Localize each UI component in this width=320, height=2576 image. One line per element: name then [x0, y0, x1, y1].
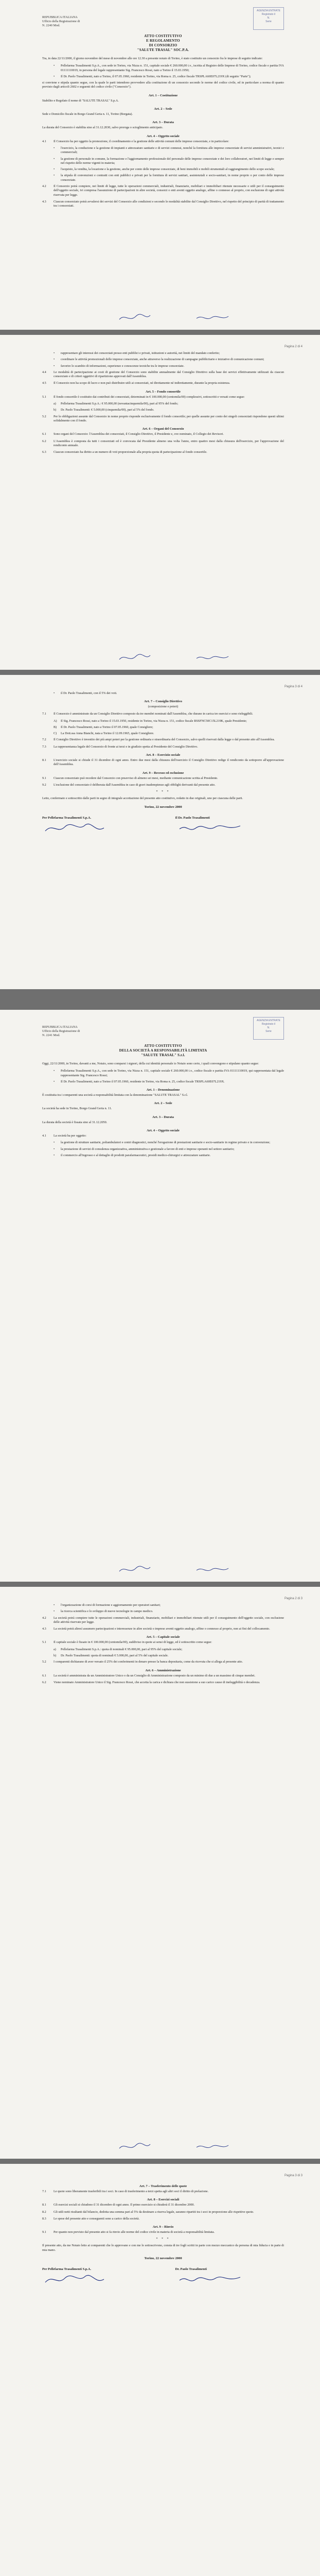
clause-text: Il capitale sociale è fissato in € 100.000,00 (centomila/00), suddiviso in quote ai sensi di legge, ed è sottoscritto come segue:	[54, 1640, 212, 1645]
stamp-line: Registrato il	[261, 13, 276, 16]
bullet-text: il Dr. Paolo Trasalimenti, con il 5% dei voti.	[61, 691, 117, 695]
bullet-text: Dr. Paolo Trasalimenti: quota di nominali € 5.000,00, pari al 5% del capitale sociale.	[61, 1654, 169, 1658]
clause	[42, 1134, 284, 1138]
place-date: Torino, 22 novembre 2000	[144, 2257, 182, 2261]
clause-number: 7.1	[42, 2190, 46, 2193]
intro-paragraph: Tra, in data 22/11/2000, il giorno novembre del mese di novembre alle ore 12.30 a presente notaio di Torino, è stato costituito un consorzio fra le imprese di seguito indicate:	[42, 57, 263, 60]
clause-number: 9.2	[42, 783, 46, 787]
party-item: • Il Dr. Paolo Trasalimenti, nato a Torino il 07.05.1960, residente in Torino, via Roma n. 25, codice fiscale TRSPLA60E07L219X.	[54, 1080, 284, 1084]
clause-bullet	[54, 719, 284, 723]
separator: * * *	[156, 2238, 170, 2241]
clause-text: Ciascun consorziato può recedere dal Consorzio con preavviso di almeno sei mesi, mediante comunicazione scritta al Presidente.	[54, 776, 218, 780]
clause-text: La società è amministrata da un Amministratore Unico o da un Consiglio di Amministrazione composto da un minimo di due a un massimo di cinque membri.	[54, 1673, 256, 1677]
doc1-page-1	[0, 0, 320, 330]
title-line: "SALUTE TRASAL" S.r.l.	[141, 1053, 185, 1057]
clause-text: I comparenti dichiarano di aver versato il 25% dei conferimenti in denaro presso la banca depositaria, come da ricevuta che si allega al presente atto.	[54, 1660, 243, 1664]
clause	[42, 140, 284, 144]
clause-number: 9.1	[42, 776, 46, 780]
title-line: ATTO COSTITUTIVO	[144, 34, 182, 38]
clause	[42, 432, 284, 436]
signature-left	[42, 2267, 151, 2287]
clause-number: 8.3	[42, 2216, 46, 2221]
clause-text: Le spese del presente atto e conseguenti sono a carico della società.	[54, 2216, 139, 2221]
bullet-mark: •	[54, 157, 55, 161]
signature-block	[42, 816, 284, 836]
clause-number: 5.2	[42, 1660, 46, 1664]
bullet-text: Il Sig. Francesco Rossi, nato a Torino il 15.03.1950, residente in Torino, via Nizza n. 151, codice fiscale RSSFNC50C15L219K, quale Presidente;	[61, 719, 247, 723]
clause-number: 5.2	[42, 414, 46, 418]
clause-text: Il Consorzio non ha scopo di lucro e non può distribuire utili ai consorziati, né direttamente né indirettamente, durante la propria esistenza.	[54, 381, 230, 385]
clause-bullet	[54, 1154, 284, 1158]
clause-text: Sono organi del Consorzio: l'Assemblea dei consorziati, il Consiglio Direttivo, il Presidente e, ove nominato, il Collegio dei Revisori.	[54, 432, 224, 436]
bullet-text: La Dott.ssa Anna Bianchi, nata a Torino il 12.09.1965, quale Consigliere.	[61, 732, 154, 736]
clause-text: Il Consiglio Direttivo è investito dei più ampi poteri per la gestione ordinaria e straordinaria del Consorzio, salvo quelli riservati dalla legge o dal presente atto all'Assemblea.	[54, 738, 275, 742]
bullet-mark: b)	[54, 408, 57, 412]
signature-label: Per Pellefarma Trasalimenti S.p.A.	[42, 816, 92, 820]
clause	[42, 395, 284, 399]
signature-label: Il Dr. Paolo Trasalimenti	[175, 816, 210, 820]
clause-text: La società potrà compiere tutte le operazioni commerciali, industriali, finanziarie, mobiliari e immobiliari ritenute utili per il conseguimento dell'oggetto sociale, con esclusione delle attività riservate per legge.	[54, 1616, 284, 1624]
party-item: • Pellefarma Trasalimenti S.p.A., con sede in Torino, via Nizza n. 151, capitale sociale € 260.000,00 i.v., iscritta al Registro delle Imprese di Torino, codice fiscale e partita IVA 01111110019, in persona del legale rappresentante Sig. Francesco Rossi, nato a Torino il 15.03.1950;	[54, 64, 284, 72]
clause-text: Il fondo consortile è costituito dai contributi dei consorziati, determinati in € 100.000,00 (centomila/00) complessivi, sottoscritti e versati come segue:	[54, 395, 245, 399]
article-title: Art. 1 – Costituzione	[148, 93, 178, 97]
stamp-line: Serie	[265, 20, 272, 23]
party-text: Pellefarma Trasalimenti S.p.A., con sede in Torino, via Nizza n. 151, capitale sociale € 260.000,00 i.v., codice fiscale e partita IVA 01111110019, qui rappresentata dal legale rappresentante Sig. Francesco Rossi;	[61, 1069, 284, 1077]
clause-text: Le quote sono liberamente trasferibili tra i soci. In caso di trasferimento a terzi spetta agli altri soci il diritto di prelazione.	[54, 2190, 209, 2193]
clause-number: 6.2	[42, 1680, 46, 1684]
clause-bullet	[54, 732, 284, 736]
clause	[42, 1660, 284, 1664]
bullet-text: la prestazione di servizi di consulenza organizzativa, amministrativa e gestionale a favore di enti e imprese operanti nel settore sanitario;	[61, 1147, 235, 1151]
signature-image	[42, 2273, 114, 2286]
clause	[42, 783, 284, 787]
page-number: Pagina 3 di 3	[284, 2174, 303, 2177]
clause-number: 6.3	[42, 450, 46, 454]
bullet-mark: •	[54, 146, 55, 150]
stamp-line: N.	[267, 16, 270, 20]
clause	[42, 758, 284, 767]
clause	[42, 2203, 284, 2207]
page-initials	[42, 312, 284, 324]
clause-text: L'esercizio sociale si chiude il 31 dicembre di ogni anno. Entro due mesi dalla chiusura dell'esercizio il Consiglio Direttivo redige il rendiconto da sottoporre all'approvazione dell'Assemblea.	[54, 758, 284, 767]
header-line: N. 2240 Mod.	[42, 24, 60, 27]
clause-bullet	[54, 1609, 284, 1614]
clause-text: Ciascun consorziato potrà avvalersi dei servizi del Consorzio alle condizioni e secondo le modalità stabilite dal Consiglio Direttivo, nel rispetto del principio di parità di trattamento tra i consorziati.	[54, 199, 284, 208]
clause	[42, 2230, 284, 2234]
doc2-page-3	[0, 2164, 320, 2576]
signature-image	[175, 2273, 247, 2286]
bullet-mark: •	[54, 174, 55, 178]
clause-number: 7.1	[42, 712, 46, 716]
clause-bullet	[54, 174, 284, 182]
article-title: Art. 9 – Recesso ed esclusione	[142, 771, 184, 775]
clause-number: 4.1	[42, 1134, 46, 1138]
article-text: Sede e Domicilio fiscale in Borgo Grand Geria n. 11, Torino (Borgata).	[42, 112, 133, 116]
clause-bullet	[54, 1654, 284, 1658]
stamp-line: AGENZIA ENTRATE	[256, 1019, 281, 1022]
signature-label: Per Pellefarma Trasalimenti S.p.A.	[42, 2267, 92, 2272]
bullet-mark: •	[54, 1609, 55, 1614]
title-line: ATTO COSTITUTIVO	[144, 1044, 182, 1048]
bullet-text: il commercio all'ingrosso e al dettaglio di prodotti parafarmaceutici, presidi medico-chirurgici e attrezzature sanitarie.	[61, 1153, 211, 1157]
clause-number: 4.4	[42, 370, 46, 374]
signature-label: Dr. Paolo Trasalimenti	[175, 2267, 207, 2272]
page-number: Pagina 2 di 3	[284, 1597, 303, 1600]
article-title: Art. 2 – Sede	[154, 107, 172, 111]
title-line: DI CONSORZIO	[149, 43, 177, 47]
clause-number: 6.2	[42, 439, 46, 443]
page-number: Pagina 3 di 4	[284, 685, 303, 688]
bullet-text: Il Dr. Paolo Trasalimenti, nato a Torino il 07.05.1960, quale Consigliere;	[61, 725, 153, 729]
article-title: Art. 8 – Esercizi sociali	[147, 2198, 180, 2202]
article-title: Art. 5 – Fondo consortile	[146, 389, 181, 394]
title-line: "SALUTE TRASAL" SOC.P.A.	[137, 48, 189, 52]
article-subtitle: (composizione e poteri)	[148, 705, 179, 709]
clause-bullet	[54, 1147, 284, 1151]
article-title: Art. 4 – Oggetto sociale	[147, 134, 180, 138]
bullet-mark: •	[54, 358, 55, 362]
clause-number: 4.2	[42, 184, 46, 189]
clause	[42, 184, 284, 197]
article-title: Art. 2 – Sede	[154, 1101, 172, 1106]
document-title	[42, 34, 284, 53]
clause-number: 4.3	[42, 1627, 46, 1631]
party-text: Il Dr. Paolo Trasalimenti, nato a Torino il 07.05.1960, residente in Torino, via Roma n. 25, codice fiscale TRSPLA60E07L219X.	[61, 1079, 225, 1083]
clause-number: 6.1	[42, 432, 46, 436]
stamp-line: N.	[267, 1026, 270, 1029]
doc2-page-2	[0, 1587, 320, 2159]
clause-number: 4.5	[42, 381, 46, 385]
clause-bullet	[54, 1603, 284, 1607]
bullet-mark: C)	[54, 732, 57, 736]
clause-number: 5.1	[42, 1640, 46, 1645]
page-number: Pagina 2 di 4	[284, 345, 303, 348]
clause-bullet	[54, 364, 284, 368]
bullet-mark: •	[54, 1153, 55, 1157]
header-line: REPUBBLICA ITALIANA	[42, 15, 78, 19]
clause	[42, 712, 284, 716]
clause	[42, 1681, 284, 1685]
bullet-text: la gestione di personale in comune, la formazione e l'aggiornamento professionale del personale delle imprese consorziate e dei loro collaboratori, nei limiti di legge e sempre nel rispetto delle norme vigenti in materia;	[61, 157, 284, 165]
bullet-text: la stipula di convenzioni e contratti con enti pubblici e privati per la fornitura di servizi sanitari, assistenziali e socio-sanitari, in nome proprio o per conto delle imprese consorziate.	[61, 174, 284, 182]
registration-header	[42, 1025, 284, 1038]
signature-block	[42, 2267, 284, 2287]
clause	[42, 2217, 284, 2221]
bullet-mark: •	[54, 167, 55, 172]
clause-text: La società potrà altresì assumere partecipazioni e interessenze in altre società o imprese aventi oggetto analogo, affine o connesso al proprio, non ai fini del collocamento.	[54, 1627, 270, 1631]
clause-bullet	[54, 351, 284, 355]
clause-number: 7.3	[42, 744, 46, 749]
closing-paragraph: Il presente atto, da me Notaio letto ai comparenti che lo approvano e con me lo sottoscrivono, consta di tre fogli scritti in parte con mezzo meccanico da persona di mia fiducia e in parte di mia mano.	[42, 2244, 284, 2252]
clause-text: Il Consorzio è amministrato da un Consiglio Direttivo composto da tre membri nominati dall'Assemblea, che durano in carica tre esercizi e sono rieleggibili.	[54, 712, 253, 716]
registration-header	[42, 15, 284, 28]
doc1-page-2	[0, 335, 320, 670]
clause-number: 4.1	[42, 139, 46, 143]
party-text: Pellefarma Trasalimenti S.p.A., con sede in Torino, via Nizza n. 151, capitale sociale € 260.000,00 i.v., iscritta al Registro delle Imprese di Torino, codice fiscale e partita IVA 01111110019, in persona del legale rappresentante Sig. Francesco Rossi, nato a Torino il 15.03.1950;	[61, 64, 284, 72]
clause-bullet	[54, 408, 284, 412]
clause-text: Per le obbligazioni assunte dal Consorzio in nome proprio risponde esclusivamente il fondo consortile; per quelle assunte per conto dei singoli consorziati rispondono questi ultimi solidalmente con il fondo.	[54, 414, 284, 422]
header-line: REPUBBLICA ITALIANA	[42, 1025, 78, 1029]
bullet-text: Pellefarma Trasalimenti S.p.A.: quota di nominali € 95.000,00, pari al 95% del capitale sociale;	[61, 1647, 183, 1651]
bullet-text: la ricerca scientifica e lo sviluppo di nuove tecnologie in campo medico.	[61, 1609, 153, 1614]
page-initials	[42, 2141, 284, 2153]
bullet-mark: a)	[54, 1647, 56, 1651]
title-line: DELLA SOCIETÀ A RESPONSABILITÀ LIMITATA	[119, 1048, 207, 1053]
clause	[42, 370, 284, 379]
clause-bullet	[54, 402, 284, 406]
clause	[42, 450, 284, 454]
party-item: • Il Dr. Paolo Trasalimenti, nato a Torino, il 07.05.1960, residente in Torino, via Roma n. 25, codice fiscale TRSPLA60E07L219X (di seguito "Parte");	[54, 75, 284, 79]
clause-text: L'Assemblea è composta da tutti i consorziati ed è convocata dal Presidente almeno una volta l'anno, entro quattro mesi dalla chiusura dell'esercizio, per l'approvazione del rendiconto annuale.	[54, 439, 284, 447]
bullet-text: Pellefarma Trasalimenti S.p.A.: € 95.000,00 (novantacinquemila/00), pari al 95% del fondo;	[61, 402, 179, 406]
bullet-text: la gestione di strutture sanitarie, poliambulatori e centri diagnostici, nonché l'erogazione di prestazioni sanitarie e socio-sanitarie in regime privato e in convenzione;	[61, 1141, 271, 1145]
place-date: Torino, 22 novembre 2000	[144, 805, 182, 809]
bullet-text: l'organizzazione di corsi di formazione e aggiornamento per operatori sanitari;	[61, 1603, 161, 1607]
clause-text: Ciascun consorziato ha diritto a un numero di voti proporzionale alla propria quota di partecipazione al fondo consortile.	[54, 450, 207, 454]
signature-left	[42, 816, 151, 836]
clause-bullet	[54, 157, 284, 166]
stamp-line: Serie	[265, 1030, 272, 1033]
bullet-text: rappresentare gli interessi dei consorziati presso enti pubblici e privati, istituzioni e autorità, nei limiti del mandato conferito;	[61, 351, 220, 355]
bullet-mark: •	[54, 691, 55, 695]
clause	[42, 776, 284, 781]
clause	[42, 2190, 284, 2194]
article-title: Art. 7 – Consiglio Direttivo	[144, 700, 182, 704]
clause-bullet	[54, 1141, 284, 1145]
header-line: Ufficio della Registrazione di	[42, 1029, 80, 1033]
article-title: Art. 6 – Organi del Consorzio	[142, 427, 184, 431]
doc1-page-3	[0, 675, 320, 989]
clause	[42, 1640, 284, 1645]
clause	[42, 200, 284, 209]
clause	[42, 1616, 284, 1625]
recital-paragraph: si conviene e stipula quanto segue, con la quale le parti intendono provvedere alla costituzione di un consorzio secondo le norme del codice civile, ed in particolare a norma di quanto previsto dagli articoli 2602 e seguenti del codice civile ("Consorzio").	[42, 81, 284, 89]
article-title: Art. 1 – Denominazione	[146, 1088, 180, 1092]
bullet-text: Dr. Paolo Trasalimenti: € 5.000,00 (cinquemila/00), pari al 5% del fondo.	[61, 408, 154, 412]
clause	[42, 1627, 284, 1631]
page-initials	[42, 1564, 284, 1575]
clause-text: La rappresentanza legale del Consorzio di fronte ai terzi e in giudizio spetta al Presidente del Consiglio Direttivo.	[54, 744, 198, 749]
article-title: Art. 3 – Durata	[152, 1115, 174, 1119]
registration-stamp	[253, 1017, 284, 1040]
bullet-mark: B)	[54, 725, 57, 729]
article-text: La durata del Consorzio è stabilita sino al 31.12.2030, salvo proroga o scioglimento anticipato.	[42, 126, 163, 130]
clause-number: 6.1	[42, 1673, 46, 1677]
clause-text: La società ha per oggetto:	[54, 1134, 86, 1138]
clause	[42, 381, 284, 385]
clause-number: 8.2	[42, 2210, 46, 2214]
clause-number: 4.2	[42, 1616, 46, 1620]
clause-number: 5.1	[42, 395, 46, 399]
bullet-text: l'acquisto, la vendita, la locazione e la gestione, anche per conto delle imprese consorziate, di beni immobili e mobili strumentali al raggiungimento dello scopo sociale;	[61, 167, 275, 172]
closing-paragraph: Letto, confermato e sottoscritto dalle parti in segno di integrale accettazione del presente atto costitutivo, redatto in due originali, uno per ciascuna delle parti.	[42, 796, 243, 801]
article-text: È costituita tra i comparenti una società a responsabilità limitata con la denominazione "SALUTE TRASAL" S.r.l.	[42, 1093, 188, 1097]
bullet-text: l'esercizio, la conduzione e la gestione di impianti e attrezzature sanitarie e di servizi connessi, nonché la fornitura alle imprese consorziate di servizi amministrativi, tecnici e commerciali;	[61, 146, 284, 155]
clause-text: Le modalità di partecipazione ai costi di gestione del Consorzio sono stabilite annualmente dal Consiglio Direttivo sulla base dei servizi effettivamente utilizzati da ciascun consorziato e di criteri oggettivi di ripartizione approvati dall'Assemblea.	[54, 370, 284, 379]
bullet-mark: •	[54, 351, 55, 355]
clause-number: 8.1	[42, 758, 46, 762]
signature-image	[175, 822, 247, 835]
clause-text: Gli esercizi sociali si chiudono il 31 dicembre di ogni anno. Il primo esercizio si chiuderà il 31 dicembre 2000.	[54, 2203, 195, 2207]
clause-number: 9.1	[42, 2230, 46, 2234]
article-title: Art. 5 – Capitale sociale	[146, 1635, 180, 1639]
clause	[42, 745, 284, 749]
article-text: La società ha sede in Torino, Borgo Grand Geria n. 11.	[42, 1107, 112, 1111]
stamp-line: AGENZIA ENTRATE	[256, 9, 281, 12]
article-title: Art. 6 – Amministrazione	[145, 1668, 181, 1672]
article-title: Art. 8 – Esercizio sociale	[146, 753, 181, 757]
article-text: Stabilito e Regolato il nome di "SALUTE TRASAL" S.p.A.	[42, 98, 119, 103]
bullet-mark: b)	[54, 1654, 57, 1658]
intro-paragraph: Oggi, 22/11/2000, in Torino, davanti a me, Notaio, sono comparsi i signori, della cui identità personale io Notaio sono certo, i quali convengono e stipulano quanto segue:	[42, 1062, 259, 1065]
separator: * * *	[156, 790, 170, 794]
party-item: • Pellefarma Trasalimenti S.p.A., con sede in Torino, via Nizza n. 151, capitale sociale € 260.000,00 i.v., codice fiscale e partita IVA 01111110019, qui rappresentata dal legale rappresentante Sig. Francesco Rossi;	[54, 1069, 284, 1077]
bullet-mark: a)	[54, 402, 56, 406]
bullet-text: favorire lo scambio di informazioni, esperienze e conoscenze tecniche tra le imprese consorziate.	[61, 364, 185, 368]
bullet-mark: •	[54, 1147, 55, 1151]
clause-bullet	[54, 691, 284, 696]
clause-number: 4.3	[42, 199, 46, 204]
clause-bullet	[54, 146, 284, 155]
bullet-mark: •	[54, 1141, 55, 1145]
stamp-line: Registrato il	[261, 1023, 276, 1026]
clause-bullet	[54, 358, 284, 362]
article-text: La durata della società è fissata sino al 31.12.2050.	[42, 1120, 108, 1124]
article-title: Art. 3 – Durata	[152, 121, 174, 125]
article-title: Art. 7 – Trasferimento delle quote	[139, 2184, 187, 2188]
header-line: Ufficio della Registrazione di	[42, 20, 80, 23]
article-title: Art. 4 – Oggetto sociale	[147, 1129, 180, 1133]
doc2-page-1	[0, 1010, 320, 1582]
bullet-mark: •	[54, 364, 55, 368]
clause-text: Gli utili netti risultanti dal bilancio, dedotta una somma pari al 5% da destinare a riserva legale, saranno ripartiti tra i soci in proporzione alle rispettive quote.	[54, 2210, 254, 2214]
clause-number: 8.1	[42, 2203, 46, 2207]
signature-right	[175, 816, 285, 836]
page-initials	[42, 652, 284, 664]
clause	[42, 1674, 284, 1678]
clause-text: L'esclusione del consorziato è deliberata dall'Assemblea in caso di gravi inadempienze agli obblighi derivanti dal presente atto.	[54, 783, 216, 787]
article-title: Art. 9 – Rinvio	[152, 2225, 174, 2229]
clause-text: Viene nominato Amministratore Unico il Sig. Francesco Rossi, che accetta la carica e dichiara che non sussistono a suo carico cause di ineleggibilità o decadenza.	[54, 1680, 260, 1684]
title-line: E REGOLAMENTO	[146, 39, 180, 43]
registration-stamp	[253, 7, 284, 30]
clause	[42, 415, 284, 423]
bullet-mark: •	[54, 1603, 55, 1607]
clause	[42, 738, 284, 742]
clause-text: Il Consorzio potrà compiere, nei limiti di legge, tutte le operazioni commerciali, industriali, finanziarie, mobiliari e immobiliari ritenute necessarie o utili per il conseguimento dell'oggetto sociale, ivi compresa l'assunzione di partecipazioni in altre società, consorzi o enti aventi oggetto analogo, affine o connesso al proprio, con esclusione di ogni attività riservata per legge.	[54, 184, 284, 197]
clause-number: 7.2	[42, 738, 46, 742]
clause	[42, 2210, 284, 2214]
signature-image	[42, 822, 114, 835]
clause-bullet	[54, 1648, 284, 1652]
bullet-text: coordinare le attività promozionali delle imprese consorziate, anche attraverso la realizzazione di campagne pubblicitarie e iniziative di comunicazione comuni;	[61, 358, 264, 362]
party-text: Il Dr. Paolo Trasalimenti, nato a Torino, il 07.05.1960, residente in Torino, via Roma n. 25, codice fiscale TRSPLA60E07L219X (di seguito "Parte");	[61, 74, 251, 78]
bullet-mark: A)	[54, 719, 57, 723]
clause-bullet	[54, 725, 284, 730]
document-title	[42, 1044, 284, 1058]
clause-text: Per quanto non previsto dal presente atto si fa rinvio alle norme del codice civile in materia di società a responsabilità limitata.	[54, 2230, 215, 2234]
clause	[42, 439, 284, 448]
clause-bullet	[54, 167, 284, 172]
header-line: N. 2241 Mod.	[42, 1033, 60, 1037]
signature-right	[175, 2267, 285, 2287]
clause-text: Il Consorzio ha per oggetto la promozione, il coordinamento e la gestione delle attività comuni delle imprese consorziate, e in particolare:	[54, 139, 229, 143]
